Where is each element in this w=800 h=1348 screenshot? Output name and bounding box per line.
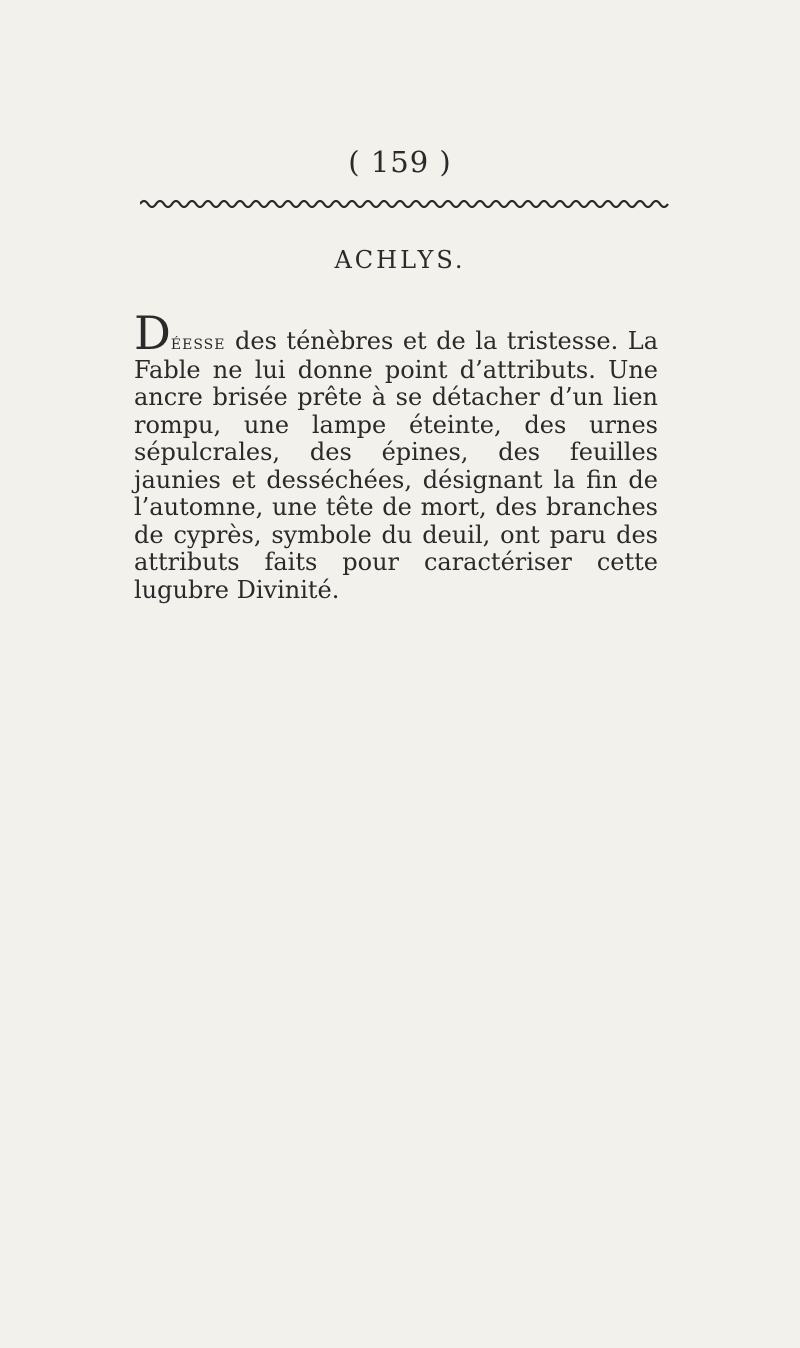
decorative-rule xyxy=(140,196,672,212)
small-caps-word: éesse xyxy=(170,330,226,354)
chapter-title: ACHLYS. xyxy=(334,246,466,274)
page-number: ( 159 ) xyxy=(348,145,452,179)
body-paragraph xyxy=(134,306,658,604)
paragraph-text: des ténèbres et de la tristesse. La Fable ne lui donne point d’attributs. Une ancre brisée prête à se détacher d’un lien rompu, une lampe éteinte, des urnes sépulcrales, des épines, des feuilles jaunies et desséchées, désignant la fin de l’automne, une tête de mort, des branches de cyprès, symbole du deuil, ont paru des attributs faits pour caractériser cette lugubre Divinité. xyxy=(134,327,658,604)
drop-cap: D xyxy=(134,306,171,360)
